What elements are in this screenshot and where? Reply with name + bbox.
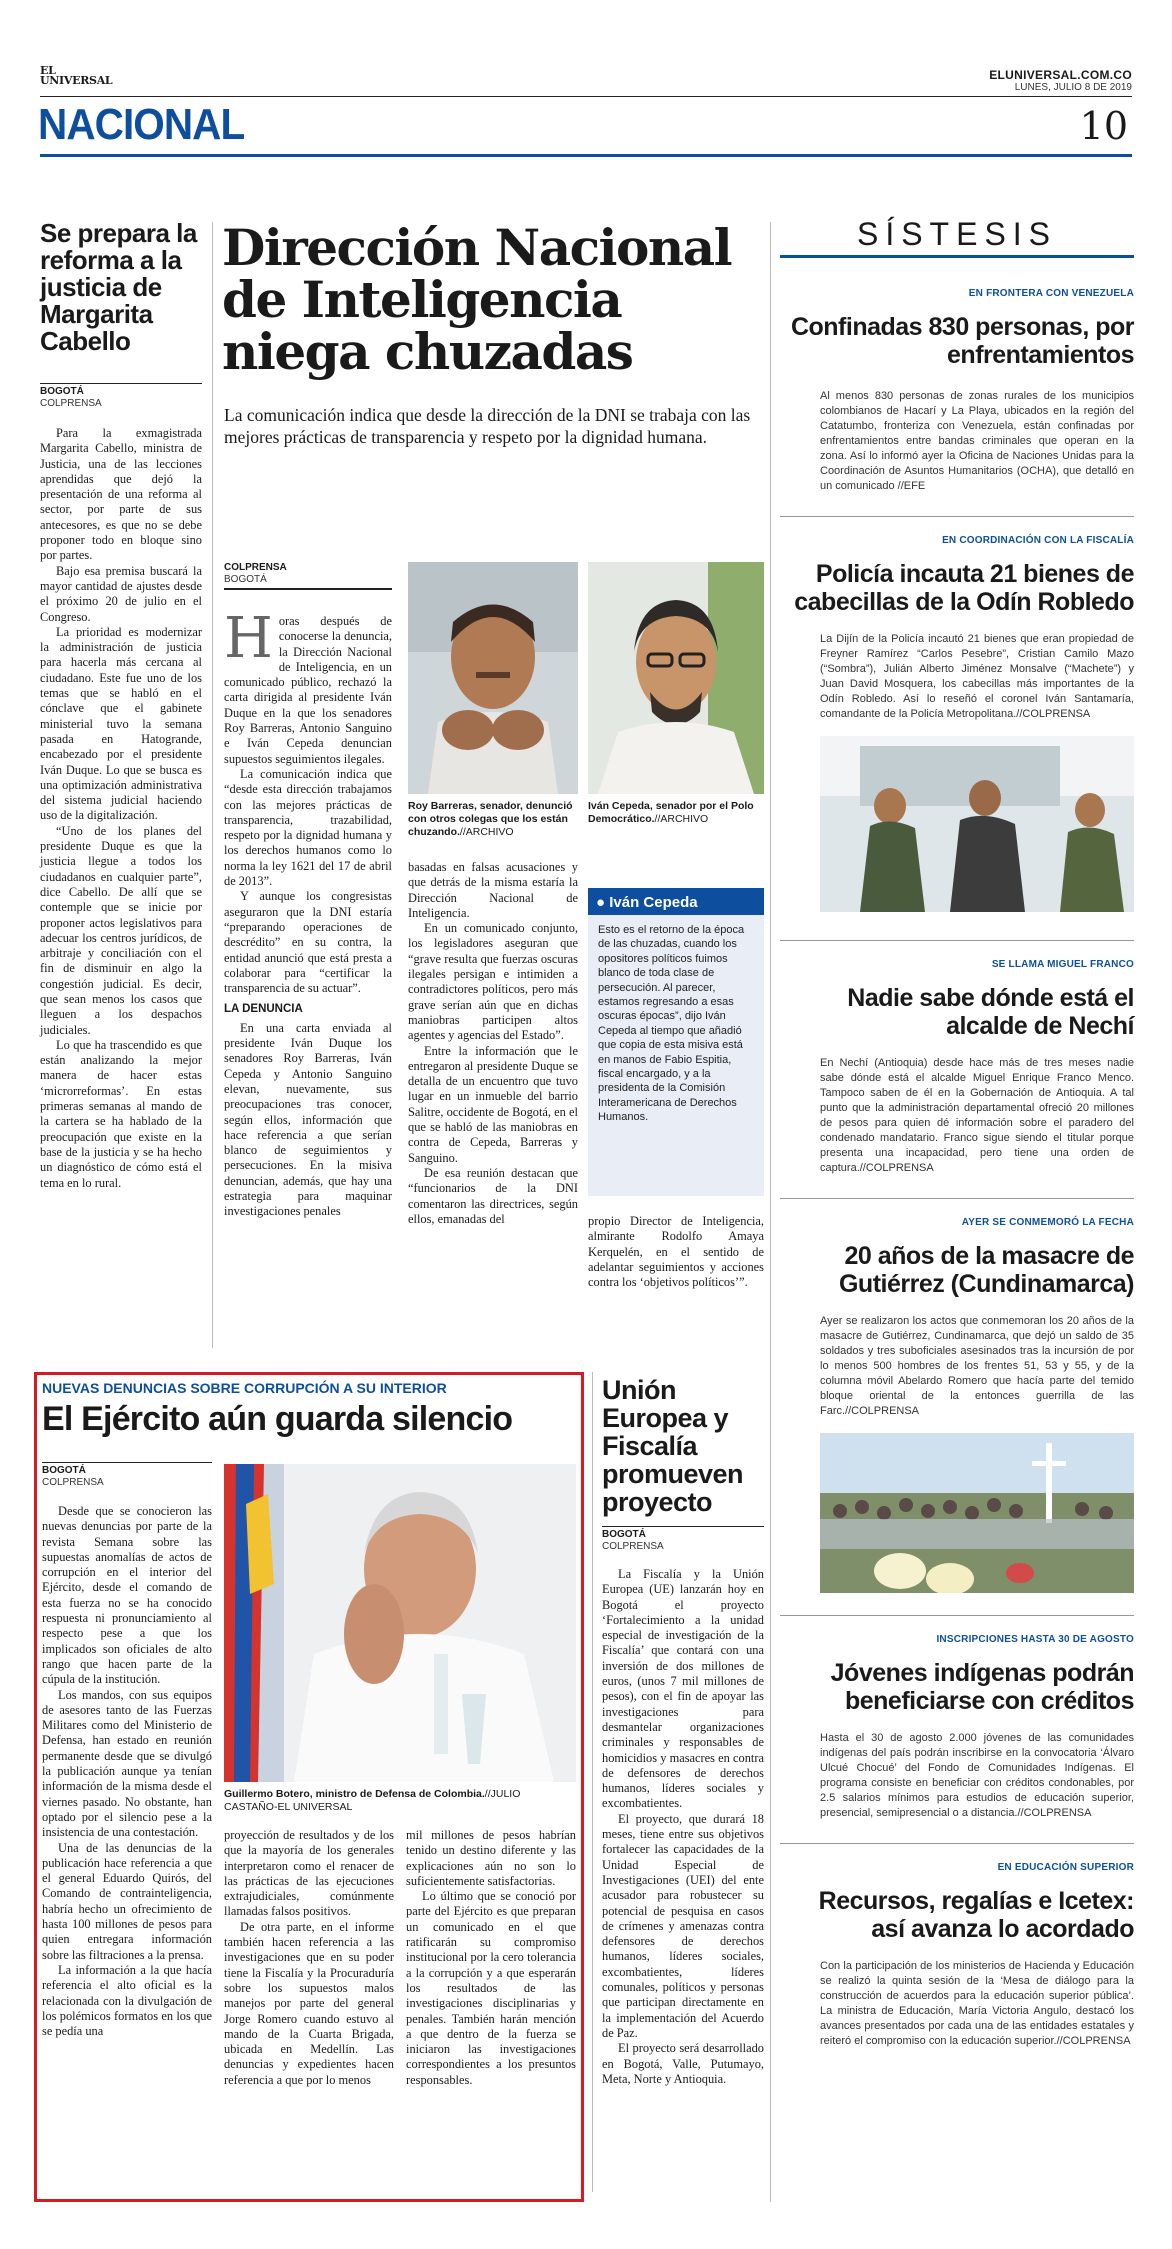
sintesis-item: EN COORDINACIÓN CON LA FISCALÍA Policía incauta 21 bienes de cabecillas de la Odín Robledo La Dijín de la Policía incautó 21 bienes que eran propiedad de Freyner Ramírez “Carlos Pesebre”, Cristian Camilo Mazo (“Sombra”), Julián Alberto Jiménez Monsalve (“Machete”) y Juan David Mosquera, los cabecillas más importantes de la Odín Robledo. Así lo reseñó el coronel Iván Santamaría, comandante de la Policía Metropolitana.//COLPRENSA [780, 517, 1134, 912]
left-article [40, 220, 202, 1191]
left-article-headline[interactable]: Se prepara la reforma a la justicia de Margarita Cabello [40, 218, 197, 356]
newspaper-logo: EL UNIVERSAL [40, 64, 113, 87]
main-deck: La comunicación indica que desde la dirección de la DNI se trabaja con las mejores prácticas de transparencia y respeto por la dignidad humana. [224, 405, 751, 447]
column-divider [770, 222, 771, 2202]
eu-article-body: La Fiscalía y la Unión Europea (UE) lanzarán hoy en Bogotá el proyecto ‘Fortalecimiento a la unidad especial de investigación de la Fiscalía’ que contará con una inversión de dos millones de euros, (unos 7 mil millones de pesos), con el fin de apoyar las investigaciones para desmantelar organizaciones criminales y responsables de homicidios y masacres en contra de defensores de derechos humanos, líderes sociales y excombatientes. El proyecto, que durará 18 meses, tiene entre sus objetivos fortalecer las capacidades de la Unidad Especial de Investigaciones (UEI) del ente acusador para robustecer su potencial de pesquisa en casos de crímenes y amenazas contra defensores de derechos humanos, líderes sociales, excombatientes, líderes comunales, políticos y personas que participan directamente en la implementación del Acuerdo de Paz. El proyecto será desarrollado en Bogotá, Valle, Putumayo, Meta, Norte y Antioquia. [602, 1567, 764, 2086]
main-article-col3: propio Director de Inteligencia, almirante Rodolfo Amaya Kerquelén, en el sentido de adelantar seguimientos y acciones contra los ‘objetivos políticos’”. [588, 1214, 764, 1290]
sintesis-headline[interactable]: Nadie sabe dónde está el alcalde de Nechí [847, 984, 1134, 1040]
quote-box [588, 888, 764, 1196]
red-article-byline: BOGOTÁ COLPRENSA [42, 1462, 212, 1489]
site-info [989, 68, 1132, 93]
main-headline[interactable]: Dirección Nacional de Inteligencia niega chuzadas [222, 218, 732, 381]
section-title: NACIONAL [38, 100, 245, 149]
byline: BOGOTÁ COLPRENSA [40, 386, 102, 409]
sintesis-headline[interactable]: Confinadas 830 personas, por enfrentamientos [790, 313, 1134, 369]
sintesis-item: INSCRIPCIONES HASTA 30 DE AGOSTO Jóvenes indígenas podrán beneficiarse con créditos Hasta el 30 de agosto 2.000 jóvenes de las comunidades indígenas del país podrán inscribirse en la convocatoria ‘Álvaro Ulcué Chocué’ del Fondo de Comunidades Indígenas. El programa consiste en beneficiar con créditos condonables, por 2.5 salarios mínimos para estudios de educación superior, presencial, semipresencial o a distancia.//COLPRENSA [780, 1616, 1134, 1821]
main-article-col2: basadas en falsas acusaciones y que detrás de la misma estaría la Dirección Nacional de Inteligencia. En un comunicado conjunto, los legisladores aseguran que “grave resulta que fuerzas oscuras ilegales persigan e intimiden a contradictores políticos, pero más grave serían aún que en dichas maniobras participen altos agentes y agencias del Estado”. Entre la información que le entregaron al presidente Duque se detalla de un encuentro que tuvo lugar en un inmueble del barrio Salitre, occidente de Bogotá, en el que se habló de las maniobras en contra de Cepeda, Barreras y Sanguino. De esa reunión destacan que “funcionarios de la DNI comentaron las directrices, según ellos, emanadas del [408, 860, 578, 1226]
sintesis-headline[interactable]: Policía incauta 21 bienes de cabecillas de la Odín Robledo [794, 560, 1134, 616]
caption-botero: Guillermo Botero, ministro de Defensa de Colombia.//JULIO CASTAÑO-EL UNIVERSAL [224, 1788, 521, 1813]
page-number: 10 [1079, 104, 1128, 148]
sintesis-headline[interactable]: 20 años de la masacre de Gutiérrez (Cundinamarca) [838, 1242, 1134, 1298]
sintesis-headline[interactable]: Recursos, regalías e Icetex: así avanza lo acordado [818, 1887, 1134, 1943]
photo-memorial [820, 1433, 1134, 1593]
section-rule [40, 154, 1132, 157]
photo-police-seizure [820, 736, 1134, 912]
sintesis-column [780, 216, 1134, 2049]
header-divider [40, 96, 1132, 97]
byline-rule [40, 383, 202, 384]
red-article-col1: Desde que se conocieron las nuevas denuncias por parte de la revista Semana sobre las supuestas anomalías de actos de corrupción en el interior del Ejército, desde el comando de esta fuerza no se ha conocido respuesta ni pronunciamiento al respecto pese a que los implicados son oficiales de alto rango que hacen parte de la cúpula de la institución. Los mandos, con sus equipos de asesores tanto de las Fuerzas Militares como del Ministerio de Defensa, han estado en reunión permanente desde que se divulgó la publicación aunque ya tenían información de la misma desde el viernes pasado. No obstante, han optado por el silencio pese a la insistencia de una contestación. Una de las denuncias de la publicación hace referencia a que el general Eduardo Quirós, del Comando de contrainteligencia, habría hecho un ofrecimiento de hasta 100 millones de pesos para quien entregara información sobre las filtraciones a la prensa. La información a la que hacía referencia el alto oficial es la relacionada con la divulgación de los polémicos formatos en los que se pedía una [42, 1504, 212, 2039]
quote-box-title: ● Iván Cepeda [588, 890, 764, 915]
sintesis-item: EN EDUCACIÓN SUPERIOR Recursos, regalías e Icetex: así avanza lo acordado Con la participación de los ministerios de Hacienda y Educación se realizó la quinta sesión de la ‘Mesa de diálogo para la construcción de acuerdos para la educación superior pública’. La ministra de Educación, María Victoria Angulo, destacó los avances presentados por cada una de las entidades estatales y reiteró el compromiso con la educación superior.//COLPRENSA [780, 1844, 1134, 2049]
photo-guillermo-botero [224, 1464, 576, 1782]
sintesis-title: SÍSTESIS [856, 216, 1058, 252]
subhead: LA DENUNCIA [224, 1003, 303, 1016]
red-article-headline[interactable]: El Ejército aún guarda silencio [42, 1400, 513, 1438]
left-article-body: Para la exmagistrada Margarita Cabello, ministra de Justicia, una de las lecciones aprendidas que dejó la presentación de una reforma al sector, por parte de sus antecesores, es que no se debe proponer todo en bloque sino por partes. Bajo esa premisa buscará la mayor cantidad de ajustes desde el próximo 20 de julio en el Congreso. La prioridad es modernizar la administración de justicia para hacerla más cercana al ciudadano. Este fue uno de los temas que se habló en el cónclave que el gabinete ministerial tuvo la semana pasada en Hatogrande, encabezado por el presidente Iván Duque. Lo que se busca es una optimización administrativa del sistema judicial haciendo uso de la digitalización. “Uno de los planes del presidente Duque es que la justicia llegue a todos los ciudadanos en cualquier parte”, dice Cabello. De allí que se contemple que se inicie por proponer actos legislativos para adecuar los centros jurídicos, de arbitraje y conciliación con el fin de disminuir en algo la congestión judicial. Es decir, que sean menos los casos que lleguen a los despachos judiciales. Lo que ha trascendido es que están analizando la mejor manera de hacer estas ‘microrreformas’. En estas primeras semanas al mando de la cartera se ha hablado de la preocupación que existe en la base de la justicia y se ha hecho un diagnóstico de cómo está el tema en lo rural. [40, 426, 202, 1190]
site-url[interactable]: ELUNIVERSAL.COM.CO [989, 68, 1132, 82]
issue-date: LUNES, JULIO 8 DE 2019 [1014, 82, 1132, 93]
photo-ivan-cepeda [588, 562, 764, 794]
column-divider [212, 222, 213, 1348]
dropcap: H [224, 606, 273, 671]
eu-article-headline[interactable]: Unión Europea y Fiscalía promueven proyecto [602, 1375, 744, 1517]
red-article-col3: mil millones de pesos habrían tenido un destino diferente y las explicaciones aún no son lo suficientemente satisfactorias. Lo último que se conoció por parte del Ejército es que preparan un comunicado en el que ratificarán su compromiso institucional por la cero tolerancia a la corrupción y a que esperarán los resultados de las investigaciones disciplinarias y penales. También harán mención a que dentro de la fuerza se iniciaron las investigaciones correspondientes a los presuntos responsables. [406, 1828, 576, 2087]
eu-article: Unión Europea y Fiscalía promueven proyecto BOGOTÁ COLPRENSA La Fiscalía y la Unión Europea (UE) lanzarán hoy en Bogotá el proyecto ‘Fortalecimiento a la unidad especial de investigación de la Fiscalía’ que contará con una inversión de dos millones de euros, (unos 7 mil millones de pesos), con el fin de apoyar las investigaciones para desmantelar organizaciones criminales y responsables de homicidios y masacres en contra de defensores de derechos humanos, líderes sociales y excombatientes. El proyecto, que durará 18 meses, tiene entre sus objetivos fortalecer las capacidades de la Unidad Especial de Investigaciones (UEI) del ente acusador para robustecer su potencial de pesquisa en casos de crímenes y amenazas contra defensores de derechos humanos, líderes sociales, excombatientes, líderes comunales, políticos y personas que participan directamente en la implementación del Acuerdo de Paz. El proyecto será desarrollado en Bogotá, Valle, Putumayo, Meta, Norte y Antioquia. [602, 1375, 764, 2086]
sintesis-item: EN FRONTERA CON VENEZUELA Confinadas 830 personas, por enfrentamientos Al menos 830 personas de zonas rurales de los municipios colombianos de Hacarí y La Playa, ubicados en la región del Catatumbo, fronteriza con Venezuela, están confinadas por enfrentamientos entre bandas criminales que operan en la zona. Así lo informó ayer la Oficina de Naciones Unidas para la Coordinación de Asuntos Humanitarios (OCHA), que detalló en un comunicado //EFE [780, 258, 1134, 494]
sintesis-item: SE LLAMA MIGUEL FRANCO Nadie sabe dónde está el alcalde de Nechí En Nechí (Antioquia) desde hace más de tres meses nadie sabe dónde está el alcalde Miguel Enrique Franco Menco. Tampoco saben de él en la Gobernación de Antioquia. A tal punto que la administración departamental ofreció 20 millones de pesos para quien dé información sobre el paradero del condenado mandatario. Franco sigue siendo el titular porque presenta una incapacidad, pero tiene una orden de captura.//COLPRENSA [780, 941, 1134, 1176]
main-article-col1: H oras después de conocerse la denuncia, la Dirección Nacional de Inteligencia, en un comunicado público, rechazó la carta dirigida al presidente Iván Duque en la que los senadores Roy Barreras, Antonio Sanguino e Iván Cepeda denuncian supuestos seguimientos ilegales. La comunicación indica que “desde esta dirección trabajamos con las mejores prácticas de transparencia, trazabilidad, respeto por la dignidad humana y los derechos humanos como lo norma la ley 1621 del 17 de abril de 2013”. Y aunque los congresistas aseguraron que la DNI estaría “preparando operaciones de descrédito” en su contra, la entidad anunció que está presta a colaborar para “certificar la transparencia de su actuar”. LA DENUNCIA En una carta enviada al presidente Iván Duque los senadores Roy Barreras, Iván Cepeda y Antonio Sanguino elevan, nuevamente, sus preocupaciones tras conocer, según ellos, información que hace referencia a que serían blanco de seguimientos y persecuciones. En la misiva denuncian, además, que hay una estrategia para maquinar investigaciones penales [224, 606, 392, 1219]
column-divider [592, 1372, 593, 2192]
main-byline: COLPRENSA BOGOTÁ [224, 562, 392, 592]
sintesis-headline[interactable]: Jóvenes indígenas podrán beneficiarse con créditos [830, 1659, 1134, 1715]
caption-barreras: Roy Barreras, senador, denunció con otros colegas que los están chuzando.//ARCHIVO [408, 800, 573, 838]
caption-cepeda: Iván Cepeda, senador por el Polo Democrático.//ARCHIVO [588, 800, 754, 825]
red-article-kicker: NUEVAS DENUNCIAS SOBRE CORRUPCIÓN A SU INTERIOR [42, 1380, 447, 1396]
quote-box-text: Esto es el retorno de la época de las chuzadas, cuando los opositores políticos fuimos blanco de toda clase de persecución. Al parecer, estamos regresando a esas oscuras épocas”, dijo Iván Cepeda al tiempo que añadió que copia de esta misiva está en manos de Fabio Espitia, fiscal encargado, y a la presidenta de la Comisión Interamericana de Derechos Humanos. [598, 924, 745, 1124]
red-article-col2: proyección de resultados y de los que la mayoría de los generales interpretaron como el renacer de las prácticas de las ejecuciones extrajudiciales, comúnmente llamadas falsos positivos. De otra parte, en el informe también hacen referencia a las investigaciones que en su poder tiene la Fiscalía y la Procuraduría sobre los supuestos malos manejos por parte del general Jorge Romero cuando estuvo al mando de la Cuarta Brigada, ubicada en Medellín. Las denuncias y expedientes hacen referencia a que por lo menos [224, 1828, 394, 2087]
photo-roy-barreras [408, 562, 578, 794]
sintesis-item: AYER SE CONMEMORÓ LA FECHA 20 años de la masacre de Gutiérrez (Cundinamarca) Ayer se realizaron los actos que conmemoran los 20 años de la masacre de Gutiérrez, Cundinamarca, que dejó un saldo de 35 soldados y tres suboficiales asesinados tras la incursión de por lo menos 500 hombres de los frentes 51, 53 y 55, y de la columna móvil Abelardo Romero que hacía parte del temido bloque oriental de la entonces guerrilla de las Farc.//COLPRENSA [780, 1199, 1134, 1593]
